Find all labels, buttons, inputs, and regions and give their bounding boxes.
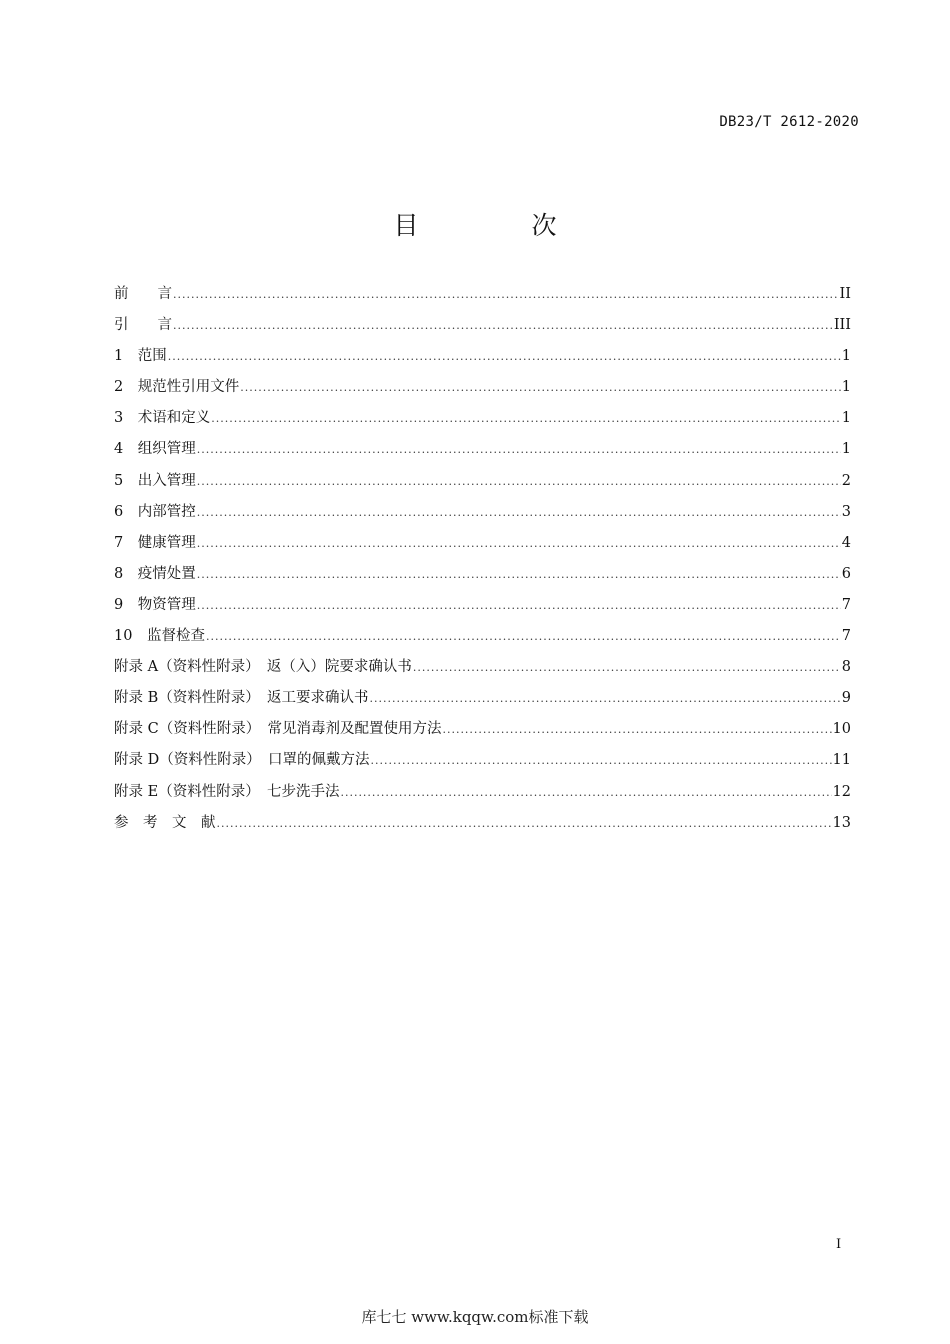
toc-entry-introduction[interactable] (114, 313, 851, 344)
toc-entry-page: 1 (841, 441, 851, 458)
toc-entry-label: 1 范围 (114, 348, 167, 365)
toc-entry-page: III (833, 317, 851, 334)
toc-entry-supplies-management[interactable] (114, 593, 851, 624)
toc-dot-leader (340, 786, 831, 799)
toc-entry-label: 附录 A（资料性附录） 返（入）院要求确认书 (114, 659, 412, 676)
toc-entry-organization-management[interactable] (114, 437, 851, 468)
toc-dot-leader (206, 630, 841, 643)
toc-dot-leader (240, 381, 841, 394)
toc-entry-label: 附录 E（资料性附录） 七步洗手法 (114, 783, 340, 800)
toc-entry-label: 前 言 (114, 286, 172, 302)
toc-entry-label: 附录 C（资料性附录） 常见消毒剂及配置使用方法 (114, 721, 442, 738)
standard-code: DB23/T 2612-2020 (719, 114, 859, 130)
toc-entry-access-management[interactable] (114, 469, 851, 500)
toc-entry-page: 6 (841, 565, 851, 582)
toc-entry-page: 1 (841, 379, 851, 396)
toc-entry-page: II (839, 286, 851, 302)
toc-entry-label: 引 言 (114, 317, 172, 334)
toc-dot-leader (197, 475, 841, 488)
toc-dot-leader (197, 568, 841, 581)
toc-entry-page: 7 (841, 628, 851, 645)
table-of-contents (114, 282, 851, 842)
toc-entry-label: 6 内部管控 (114, 503, 196, 520)
toc-entry-label: 8 疫情处置 (114, 565, 196, 582)
toc-entry-page: 1 (841, 348, 851, 365)
toc-entry-supervision-inspection[interactable] (114, 624, 851, 655)
toc-dot-leader (370, 692, 841, 705)
toc-dot-leader (217, 817, 832, 830)
toc-entry-appendix-a[interactable] (114, 655, 851, 686)
toc-dot-leader (173, 319, 833, 332)
toc-entry-page: 4 (841, 534, 851, 551)
toc-entry-page: 1 (841, 410, 851, 427)
toc-entry-label: 10 监督检查 (114, 628, 205, 645)
toc-dot-leader (442, 723, 831, 736)
toc-entry-page: 7 (841, 596, 851, 613)
toc-dot-leader (370, 754, 831, 767)
toc-entry-page: 8 (841, 659, 851, 676)
toc-entry-page: 11 (832, 752, 851, 769)
toc-dot-leader (197, 506, 841, 519)
toc-entry-health-management[interactable] (114, 531, 851, 562)
page-title: 目 次 (393, 211, 601, 240)
toc-entry-page: 3 (841, 503, 851, 520)
toc-entry-internal-control[interactable] (114, 500, 851, 531)
toc-entry-label: 参 考 文 献 (114, 814, 216, 831)
toc-entry-label: 3 术语和定义 (114, 410, 211, 427)
toc-entry-label: 4 组织管理 (114, 441, 196, 458)
watermark-text: 库七七 www.kqqw.com标准下载 (361, 1308, 589, 1326)
toc-entry-label: 2 规范性引用文件 (114, 379, 240, 396)
toc-entry-page: 10 (832, 721, 851, 738)
toc-dot-leader (197, 599, 841, 612)
toc-dot-leader (197, 537, 841, 550)
toc-entry-appendix-b[interactable] (114, 686, 851, 717)
toc-entry-appendix-d[interactable] (114, 748, 851, 779)
toc-entry-foreword[interactable] (114, 282, 851, 313)
toc-entry-epidemic-response[interactable] (114, 562, 851, 593)
toc-entry-page: 2 (841, 472, 851, 489)
toc-entry-scope[interactable] (114, 344, 851, 375)
toc-entry-label: 附录 B（资料性附录） 返工要求确认书 (114, 690, 369, 707)
toc-entry-page: 12 (832, 783, 851, 800)
toc-dot-leader (197, 443, 841, 456)
toc-dot-leader (413, 661, 841, 674)
toc-entry-label: 附录 D（资料性附录） 口罩的佩戴方法 (114, 752, 370, 769)
toc-dot-leader (173, 288, 839, 301)
page-number: I (836, 1237, 842, 1252)
toc-entry-label: 9 物资管理 (114, 596, 196, 613)
toc-entry-page: 13 (832, 814, 851, 831)
toc-dot-leader (211, 412, 841, 425)
toc-dot-leader (168, 350, 841, 363)
toc-entry-terms-definitions[interactable] (114, 406, 851, 437)
toc-entry-label: 5 出入管理 (114, 472, 196, 489)
toc-entry-appendix-c[interactable] (114, 717, 851, 748)
toc-entry-appendix-e[interactable] (114, 780, 851, 811)
toc-entry-normative-references[interactable] (114, 375, 851, 406)
toc-entry-bibliography[interactable] (114, 811, 851, 842)
toc-entry-label: 7 健康管理 (114, 534, 196, 551)
toc-entry-page: 9 (841, 690, 851, 707)
